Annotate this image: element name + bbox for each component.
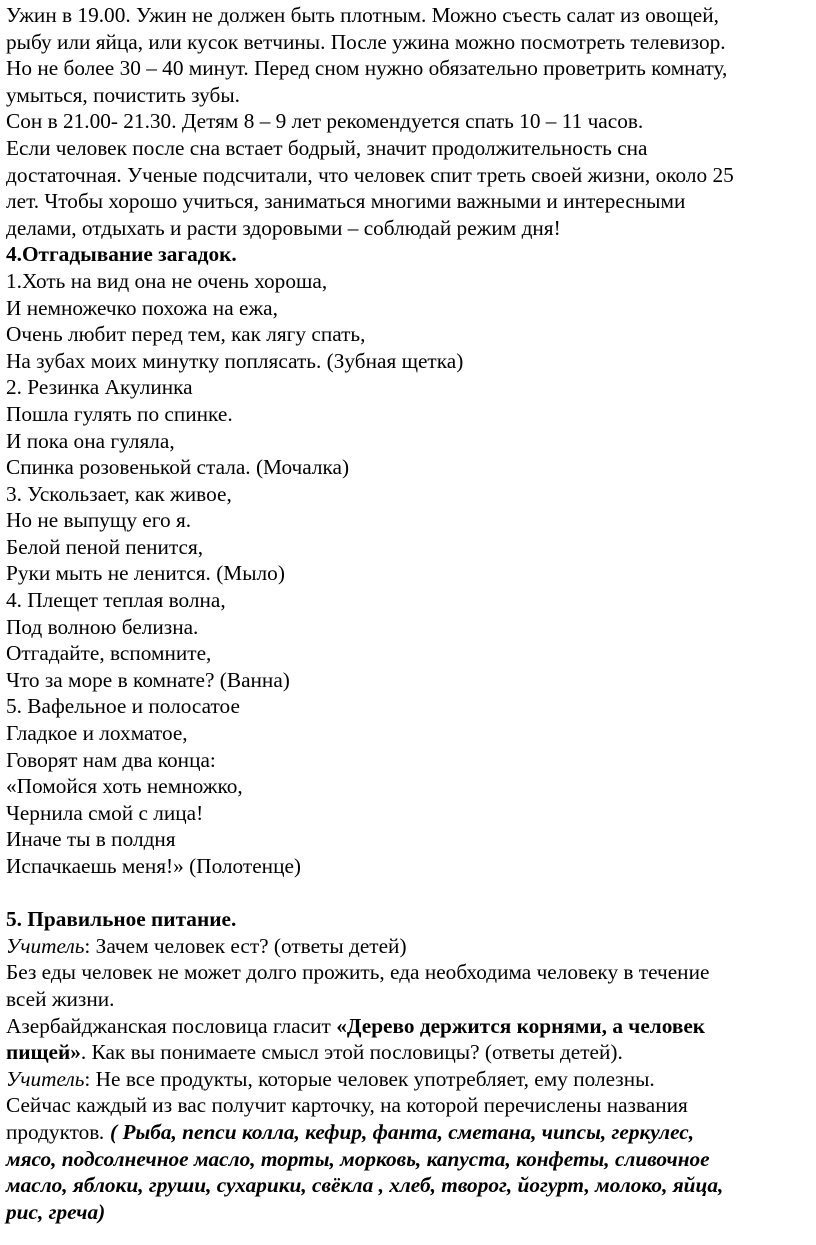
riddle-line: 1.Хоть на вид она не очень хороша, bbox=[6, 268, 328, 293]
teacher-label: Учитель bbox=[6, 933, 85, 958]
proverb-line-2 bbox=[6, 1039, 810, 1066]
text-line: Без еды человек не может долго прожить, еда необходима человеку в течение bbox=[6, 960, 710, 985]
products-line-1 bbox=[6, 1119, 810, 1146]
card-dot: . bbox=[99, 1119, 105, 1144]
text-line: Сейчас каждый из вас получит карточку, на которой перечислены названия bbox=[6, 1093, 688, 1118]
riddle-line: 4. Плещет теплая волна, bbox=[6, 588, 226, 613]
riddle-line: Отгадайте, вспомните, bbox=[6, 641, 212, 666]
riddle-line: Но не выпущу его я. bbox=[6, 508, 192, 533]
text-line: делами, отдыхать и расти здоровыми – соблюдай режим дня! bbox=[6, 215, 561, 240]
proverb-bold-part-1: «Дерево держится корнями, а человек bbox=[336, 1013, 706, 1038]
text-line: Ужин в 19.00. Ужин не должен быть плотным. Можно съесть салат из овощей, bbox=[6, 3, 719, 27]
riddle-line: «Помойся хоть немножко, bbox=[6, 774, 243, 799]
riddle-line: Что за море в комнате? (Ванна) bbox=[6, 667, 290, 692]
riddle-line: 3. Ускользает, как живое, bbox=[6, 481, 232, 506]
text-line: Если человек после сна встает бодрый, значит продолжительность сна bbox=[6, 135, 648, 160]
teacher-question-2 bbox=[6, 1066, 810, 1093]
dinner-paragraph bbox=[6, 2, 810, 108]
card-line-end: продуктов bbox=[6, 1119, 100, 1144]
text-line: Но не более 30 – 40 минут. Перед сном нужно обязательно проветрить комнату, bbox=[6, 56, 728, 81]
riddle-line: Спинка розовенькой стала. (Мочалка) bbox=[6, 455, 350, 480]
proverb-line-1 bbox=[6, 1013, 810, 1040]
riddles-heading: 4.Отгадывание загадок. bbox=[6, 242, 237, 267]
riddle-line: 2. Резинка Акулинка bbox=[6, 375, 193, 400]
proverb-bold-part-2: пищей» bbox=[6, 1040, 81, 1065]
riddle-line: 5. Вафельное и полосатое bbox=[6, 694, 240, 719]
riddle-line: Руки мыть не ленится. (Мыло) bbox=[6, 561, 285, 586]
riddle-line: Пошла гулять по спинке. bbox=[6, 401, 233, 426]
text-line: лет. Чтобы хорошо учиться, заниматься многими важными и интересными bbox=[6, 189, 686, 214]
riddle-line: Под волною белизна. bbox=[6, 614, 199, 639]
teacher-label: Учитель bbox=[6, 1066, 85, 1091]
products-line-4: рис, греча) bbox=[6, 1199, 106, 1224]
products-line-2: мясо, подсолнечное масло, торты, морковь, капуста, конфеты, сливочное bbox=[6, 1146, 710, 1171]
riddle-line: И пока она гуляла, bbox=[6, 428, 175, 453]
teacher-statement-text: : Не все продукты, которые человек употребляет, ему полезны. bbox=[84, 1066, 655, 1091]
teacher-question-1 bbox=[6, 933, 810, 960]
products-list-part: ( Рыба, пепси колла, кефир, фанта, сметана, чипсы, геркулес, bbox=[104, 1119, 695, 1144]
riddle-line: Иначе ты в полдня bbox=[6, 827, 176, 852]
proverb-question: . Как вы понимаете смысл этой пословицы? (ответы детей). bbox=[80, 1040, 623, 1065]
riddle-line: И немножечко похожа на ежа, bbox=[6, 295, 278, 320]
text-line: умыться, почистить зубы. bbox=[6, 82, 240, 107]
text-line: достаточная. Ученые подсчитали, что человек спит треть своей жизни, около 25 bbox=[6, 162, 734, 187]
riddle-line: На зубах моих минутку поплясать. (Зубная щетка) bbox=[6, 348, 464, 373]
riddle-line: Испачкаешь меня!» (Полотенце) bbox=[6, 854, 302, 878]
riddle-line: Очень любит перед тем, как лягу спать, bbox=[6, 322, 366, 347]
blank-line bbox=[6, 880, 810, 907]
text-line: Сон в 21.00- 21.30. Детям 8 – 9 лет рекомендуется спать 10 – 11 часов. bbox=[6, 109, 644, 134]
riddle-line: Белой пеной пенится, bbox=[6, 534, 204, 559]
riddle-line: Говорят нам два конца: bbox=[6, 747, 216, 772]
text-line: всей жизни. bbox=[6, 986, 115, 1011]
text-line: рыбу или яйца, или кусок ветчины. После ужина можно посмотреть телевизор. bbox=[6, 29, 726, 54]
nutrition-section bbox=[6, 906, 810, 1225]
riddles-section bbox=[6, 241, 810, 879]
teacher-question-text: : Зачем человек ест? (ответы детей) bbox=[84, 933, 407, 958]
riddle-line: Чернила смой с лица! bbox=[6, 800, 204, 825]
sleep-paragraph bbox=[6, 108, 810, 241]
products-line-3: масло, яблоки, груши, сухарики, свёкла , хлеб, творог, йогурт, молоко, яйца, bbox=[6, 1173, 724, 1198]
proverb-intro: Азербайджанская пословица гласит bbox=[6, 1013, 337, 1038]
riddle-line: Гладкое и лохматое, bbox=[6, 721, 188, 746]
nutrition-heading: 5. Правильное питание. bbox=[6, 907, 237, 932]
